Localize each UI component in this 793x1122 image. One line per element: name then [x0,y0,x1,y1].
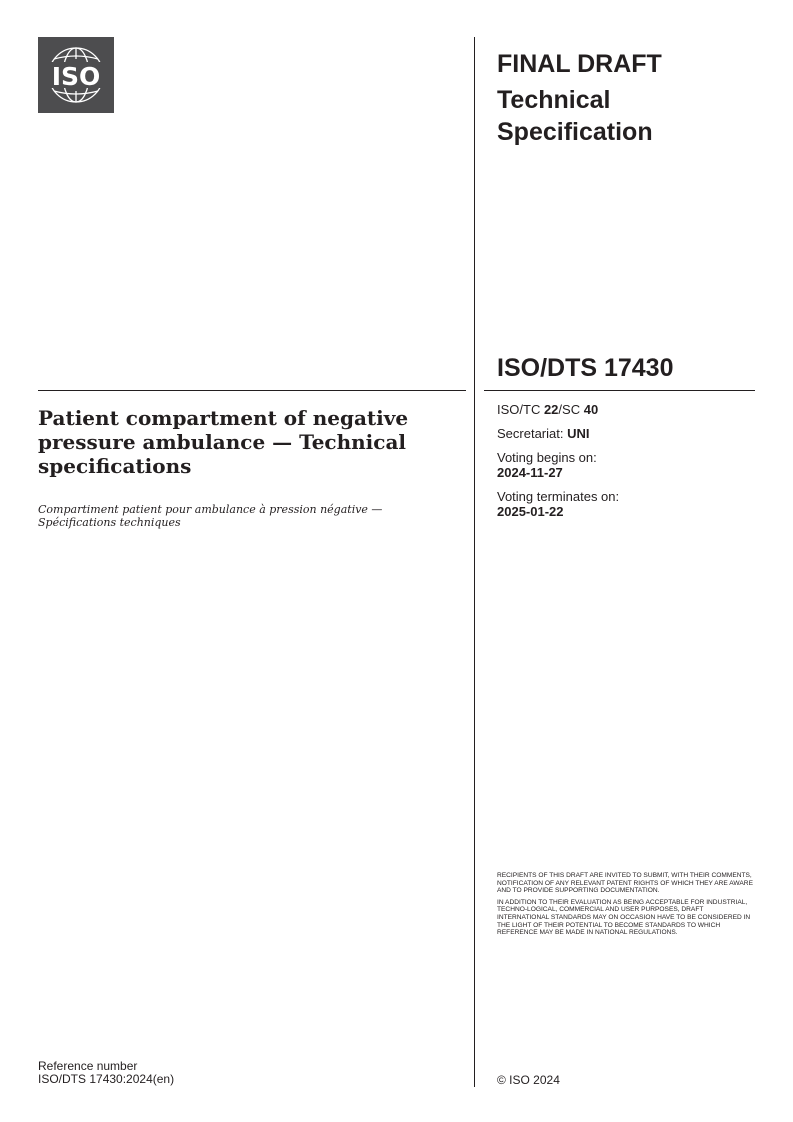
secretariat-line: Secretariat: UNI [497,426,590,441]
committee-line: ISO/TC 22/SC 40 [497,402,599,417]
iso-logo [38,37,114,113]
sc-number: 40 [583,402,599,417]
notice-paragraph-2: IN ADDITION TO THEIR EVALUATION AS BEING ACCEPTABLE FOR INDUSTRIAL, TECHNO-LOGICAL, COMMERCIAL AND USER PURPOSES, DRAFT INTERNATIONAL STANDARDS MAY ON OCCASION HAVE TO BE CONSIDERED IN THE LIGHT OF THEIR POTENTIAL TO BECOME STANDARDS TO WHICH REFERENCE MAY BE MADE IN NATIONAL REGULATIONS. [497,898,751,937]
horizontal-rule-left [38,390,466,391]
iso-globe-logo-icon [38,37,114,113]
secretariat-value: UNI [567,426,590,441]
tc-number: 22 [543,402,559,417]
document-metadata [497,402,757,528]
notice-paragraph-1: RECIPIENTS OF THIS DRAFT ARE INVITED TO SUBMIT, WITH THEIR COMMENTS, NOTIFICATION OF ANY RELEVANT PATENT RIGHTS OF WHICH THEY ARE AWARE AND TO PROVIDE SUPPORTING DOCUMENTATION. [497,872,753,895]
voting-terminates-date: 2025-01-22 [497,504,564,519]
reference-label: Reference number [38,1059,138,1073]
voting-terminates-label: Voting terminates on: [497,489,620,504]
horizontal-rule-right [484,390,755,391]
voting-begins-date: 2024-11-27 [497,465,563,480]
reference-number [38,1060,174,1086]
voting-begins-label: Voting begins on: [497,450,597,465]
voting-terminates [497,489,757,519]
copyright: © ISO 2024 [497,1073,560,1087]
draft-heading [497,48,767,148]
draft-status: FINAL DRAFT [497,50,662,78]
french-title: Compartiment patient pour ambulance à pression négative — Spécifications techniques [38,503,383,529]
english-title: Patient compartment of negative pressure ambulance — Technical specifications [38,406,409,478]
document-number: ISO/DTS 17430 [497,354,674,382]
doc-type-line2: Specification [497,118,653,146]
doc-type-line1: Technical [497,86,611,114]
reference-value: ISO/DTS 17430:2024(en) [38,1072,175,1086]
patent-notice [497,872,755,941]
voting-begins [497,450,757,480]
svg-text:ISO: ISO [51,62,101,91]
vertical-rule [474,37,475,1087]
